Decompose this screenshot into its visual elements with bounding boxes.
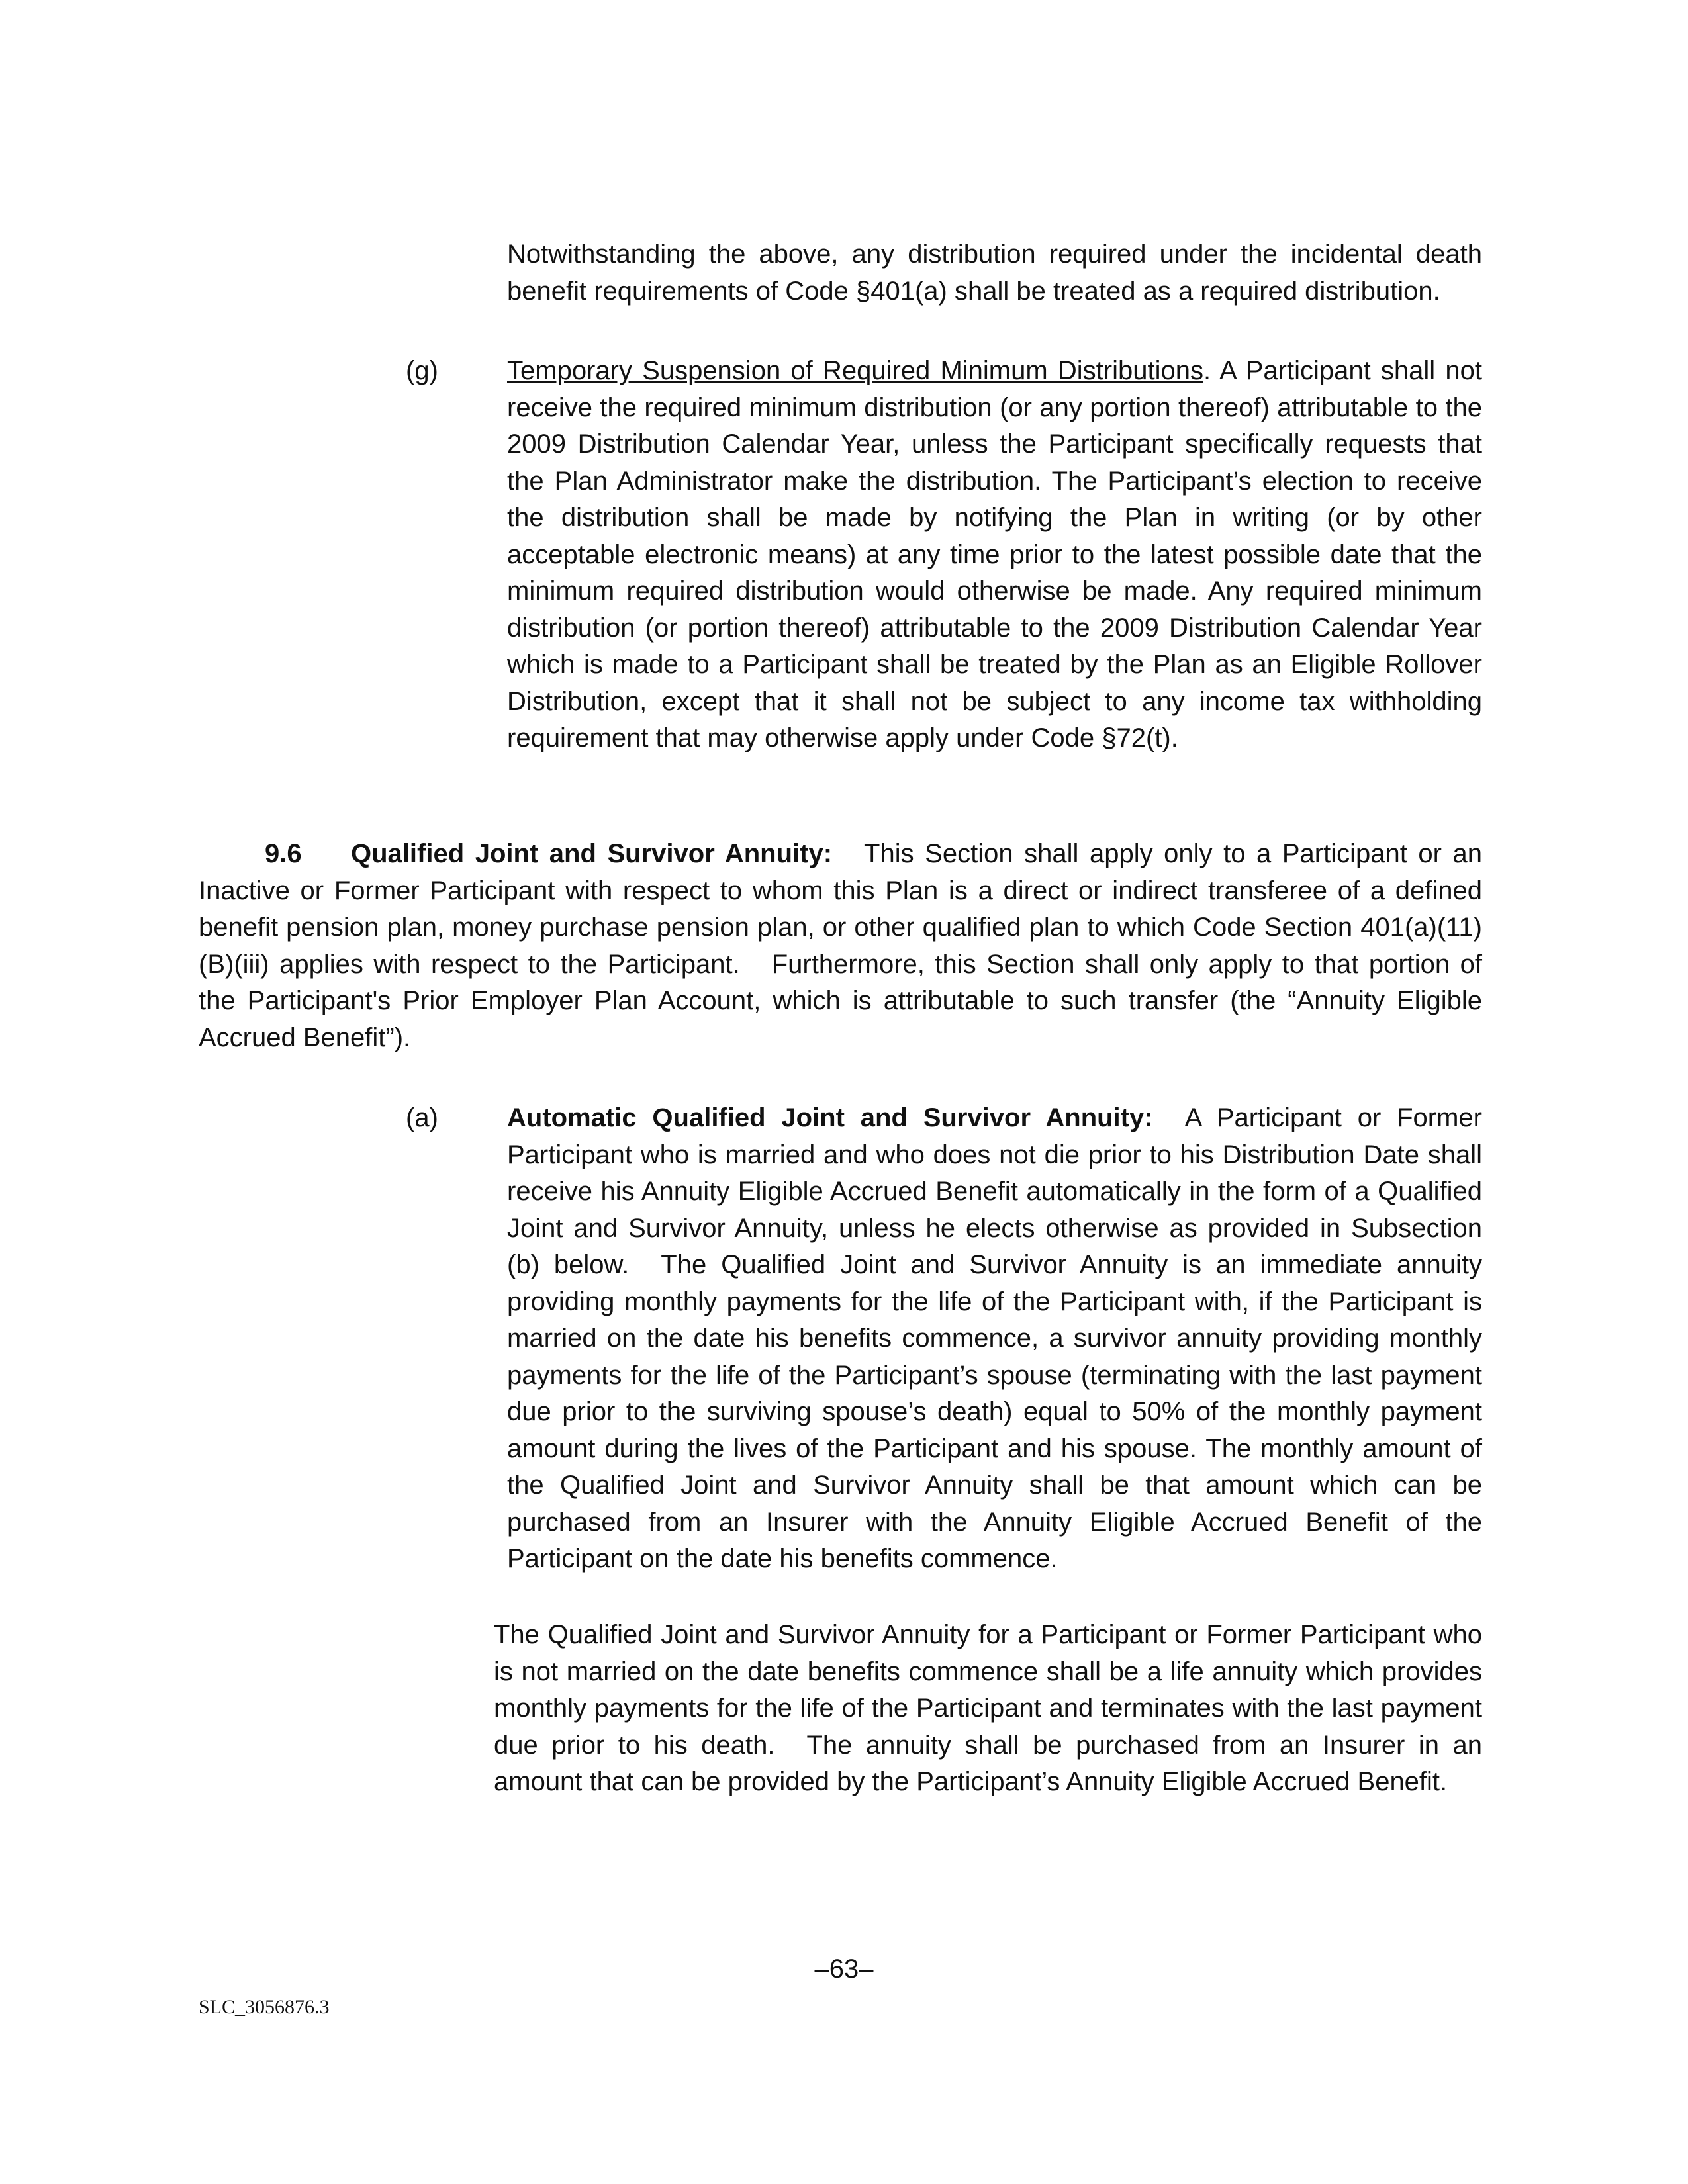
paragraph-a <box>507 1100 1482 1578</box>
paragraph-notwithstanding: Notwithstanding the above, any distribution required under the incidental death benefit requirements of Code §401(a) shall be treated as a required distribution. <box>507 240 1482 306</box>
paragraph-unmarried-annuity <box>494 1617 1482 1801</box>
section-9-6-number: 9.6 <box>265 839 302 868</box>
subsection-a-heading: Automatic Qualified Joint and Survivor Annuity: <box>507 1103 1153 1132</box>
unmarried-body-2: The annuity shall be purchased from an Insurer in an amount that can be provided by the Participant’s Annuity Eligible Accrued Benefit. <box>494 1730 1482 1796</box>
section-9-6-body-2: Furthermore, this Section shall only apply to that portion of the Participant's Prior Employer Plan Account, which is attributable to such transfer (the “Annuity Eligible Accrued Benefit”). <box>199 949 1482 1052</box>
section-9-6-body-1: This Section shall apply only to a Participant or an Inactive or Former Participant with respect to whom this Plan is a direct or indirect transferee of a defined benefit pension plan, money purchase pension plan, or other qualified plan to which Code Section 401(a)(11)(B)(iii) applies with respect to the Participant. <box>199 839 1483 979</box>
subsection-label-a: (a) <box>406 1103 438 1132</box>
page-number: –63– <box>814 1954 874 1983</box>
subsection-label-g: (g) <box>406 356 438 385</box>
unmarried-body-1: The Qualified Joint and Survivor Annuity for a Participant or Former Participant who is not married on the date benefits commence shall be a life annuity which provides monthly payments for the life of the Participant and terminates with the last payment due prior to his death. <box>494 1620 1482 1760</box>
subsection-a-body-1: A Participant or Former Participant who is married and who does not die prior to his Distribution Date shall receive his Annuity Eligible Accrued Benefit automatically in the form of a Qualified Joint and Survivor Annuity, unless he elects otherwise as provided in Subsection (b) below. <box>507 1103 1482 1279</box>
subsection-a-body-2: The Qualified Joint and Survivor Annuity is an immediate annuity providing monthly payments for the life of the Participant with, if the Participant is married on the date his benefits commence, a survivor annuity providing monthly payments for the life of the Participant’s spouse (terminating with the last payment due prior to the surviving spouse’s death) equal to 50% of the monthly payment amount during the lives of the Participant and his spouse. The monthly amount of the Qualified Joint and Survivor Annuity shall be that amount which can be purchased from an Insurer with the Annuity Eligible Accrued Benefit of the Participant on the date his benefits commence. <box>507 1250 1482 1573</box>
section-9-6 <box>199 836 1482 1056</box>
subsection-g-body: . A Participant shall not receive the required minimum distribution (or any portion thereof) attributable to the 2009 Distribution Calendar Year, unless the Participant specifically requests that the Plan Administrator make the distribution. The Participant’s election to receive the distribution shall be made by notifying the Plan in writing (or by other acceptable electronic means) at any time prior to the latest possible date that the minimum required distribution would otherwise be made. Any required minimum distribution (or portion thereof) attributable to the 2009 Distribution Calendar Year which is made to a Participant shall be treated by the Plan as an Eligible Rollover Distribution, except that it shall not be subject to any income tax withholding requirement that may otherwise apply under Code §72(t). <box>507 356 1482 752</box>
subsection-g-heading: Temporary Suspension of Required Minimum Distributions <box>507 356 1203 385</box>
document-id: SLC_3056876.3 <box>199 1996 330 2018</box>
section-9-6-heading: Qualified Joint and Survivor Annuity: <box>351 839 833 868</box>
paragraph-g <box>507 353 1482 757</box>
